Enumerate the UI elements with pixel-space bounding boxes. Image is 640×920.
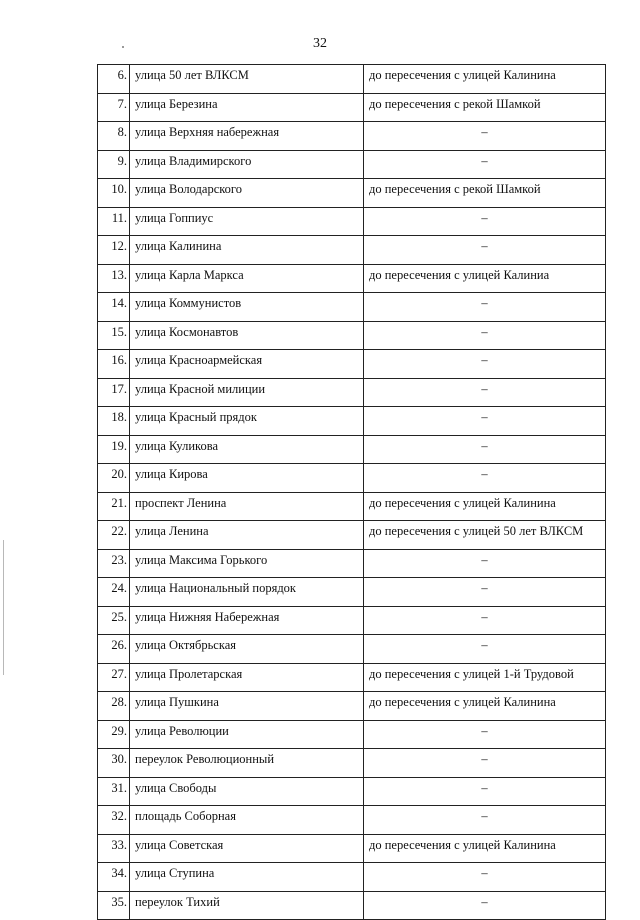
table-row <box>98 435 606 464</box>
street-limit: до пересечения с улицей 50 лет ВЛКСМ <box>364 521 606 550</box>
row-number: 9. <box>98 150 130 179</box>
row-number: 31. <box>98 777 130 806</box>
street-name: улица Национальный порядок <box>130 578 364 607</box>
table-row <box>98 93 606 122</box>
table-row <box>98 578 606 607</box>
row-number: 26. <box>98 635 130 664</box>
row-number: 23. <box>98 549 130 578</box>
street-limit: – <box>364 150 606 179</box>
row-number: 19. <box>98 435 130 464</box>
street-name: улица Максима Горького <box>130 549 364 578</box>
street-limit: – <box>364 464 606 493</box>
street-name: улица Кирова <box>130 464 364 493</box>
street-name: улица Куликова <box>130 435 364 464</box>
street-limit: до пересечения с улицей Калинина <box>364 834 606 863</box>
row-number: 11. <box>98 207 130 236</box>
street-name: улица Ступина <box>130 863 364 892</box>
street-limit: – <box>364 720 606 749</box>
street-limit: – <box>364 321 606 350</box>
table-row <box>98 777 606 806</box>
street-limit: – <box>364 407 606 436</box>
street-limit: – <box>364 806 606 835</box>
street-name: улица Революции <box>130 720 364 749</box>
table-row <box>98 806 606 835</box>
table-row <box>98 606 606 635</box>
table-row <box>98 549 606 578</box>
street-name: улица Коммунистов <box>130 293 364 322</box>
table-row <box>98 236 606 265</box>
scan-artifact-edge <box>3 540 4 675</box>
street-limit: – <box>364 293 606 322</box>
street-limit: до пересечения с улицей Калиниа <box>364 264 606 293</box>
street-limit: – <box>364 236 606 265</box>
table-row <box>98 293 606 322</box>
street-name: улица Красной милиции <box>130 378 364 407</box>
table-row <box>98 150 606 179</box>
table-row <box>98 321 606 350</box>
table-row <box>98 749 606 778</box>
row-number: 10. <box>98 179 130 208</box>
page-number: 32 <box>313 36 327 51</box>
table-row <box>98 692 606 721</box>
street-name: улица Красный прядок <box>130 407 364 436</box>
street-limit: до пересечения с рекой Шамкой <box>364 179 606 208</box>
row-number: 15. <box>98 321 130 350</box>
table-row <box>98 521 606 550</box>
streets-table <box>97 64 606 920</box>
street-name: переулок Тихий <box>130 891 364 920</box>
street-name: улица Октябрьская <box>130 635 364 664</box>
street-name: улица Советская <box>130 834 364 863</box>
row-number: 34. <box>98 863 130 892</box>
table-row <box>98 407 606 436</box>
street-name: площадь Соборная <box>130 806 364 835</box>
row-number: 25. <box>98 606 130 635</box>
row-number: 12. <box>98 236 130 265</box>
streets-table-body <box>98 65 606 920</box>
table-row <box>98 464 606 493</box>
street-limit: – <box>364 635 606 664</box>
street-name: улица Свободы <box>130 777 364 806</box>
street-limit: – <box>364 549 606 578</box>
street-name: улица Красноармейская <box>130 350 364 379</box>
street-limit: – <box>364 578 606 607</box>
row-number: 17. <box>98 378 130 407</box>
street-limit: до пересечения с улицей 1-й Трудовой <box>364 663 606 692</box>
table-row <box>98 834 606 863</box>
street-name: переулок Революционный <box>130 749 364 778</box>
row-number: 27. <box>98 663 130 692</box>
row-number: 16. <box>98 350 130 379</box>
row-number: 20. <box>98 464 130 493</box>
row-number: 18. <box>98 407 130 436</box>
table-row <box>98 720 606 749</box>
table-row <box>98 378 606 407</box>
street-name: улица Пролетарская <box>130 663 364 692</box>
street-name: улица Верхняя набережная <box>130 122 364 151</box>
row-number: 14. <box>98 293 130 322</box>
street-name: улица Володарского <box>130 179 364 208</box>
table-row <box>98 179 606 208</box>
table-row <box>98 635 606 664</box>
row-number: 28. <box>98 692 130 721</box>
row-number: 21. <box>98 492 130 521</box>
table-row <box>98 207 606 236</box>
street-limit: – <box>364 435 606 464</box>
street-name: улица Нижняя Набережная <box>130 606 364 635</box>
row-number: 35. <box>98 891 130 920</box>
street-name: улица 50 лет ВЛКСМ <box>130 65 364 94</box>
street-limit: – <box>364 891 606 920</box>
row-number: 22. <box>98 521 130 550</box>
street-name: улица Калинина <box>130 236 364 265</box>
row-number: 32. <box>98 806 130 835</box>
street-limit: – <box>364 350 606 379</box>
table-row <box>98 65 606 94</box>
row-number: 24. <box>98 578 130 607</box>
street-name: улица Космонавтов <box>130 321 364 350</box>
table-row <box>98 264 606 293</box>
street-limit: до пересечения с улицей Калинина <box>364 65 606 94</box>
table-row <box>98 492 606 521</box>
street-name: улица Березина <box>130 93 364 122</box>
street-limit: – <box>364 777 606 806</box>
row-number: 8. <box>98 122 130 151</box>
street-limit: – <box>364 863 606 892</box>
street-limit: до пересечения с рекой Шамкой <box>364 93 606 122</box>
table-row <box>98 863 606 892</box>
street-name: улица Гоппиус <box>130 207 364 236</box>
street-name: улица Пушкина <box>130 692 364 721</box>
street-limit: – <box>364 207 606 236</box>
street-limit: – <box>364 122 606 151</box>
row-number: 29. <box>98 720 130 749</box>
street-limit: до пересечения с улицей Калинина <box>364 492 606 521</box>
row-number: 13. <box>98 264 130 293</box>
scan-artifact-dot <box>122 46 124 48</box>
row-number: 30. <box>98 749 130 778</box>
table-row <box>98 663 606 692</box>
street-name: проспект Ленина <box>130 492 364 521</box>
row-number: 33. <box>98 834 130 863</box>
table-row <box>98 350 606 379</box>
street-name: улица Карла Маркса <box>130 264 364 293</box>
street-name: улица Владимирского <box>130 150 364 179</box>
street-limit: – <box>364 378 606 407</box>
street-limit: – <box>364 749 606 778</box>
row-number: 7. <box>98 93 130 122</box>
street-limit: – <box>364 606 606 635</box>
street-name: улица Ленина <box>130 521 364 550</box>
table-row <box>98 891 606 920</box>
table-row <box>98 122 606 151</box>
street-limit: до пересечения с улицей Калинина <box>364 692 606 721</box>
row-number: 6. <box>98 65 130 94</box>
